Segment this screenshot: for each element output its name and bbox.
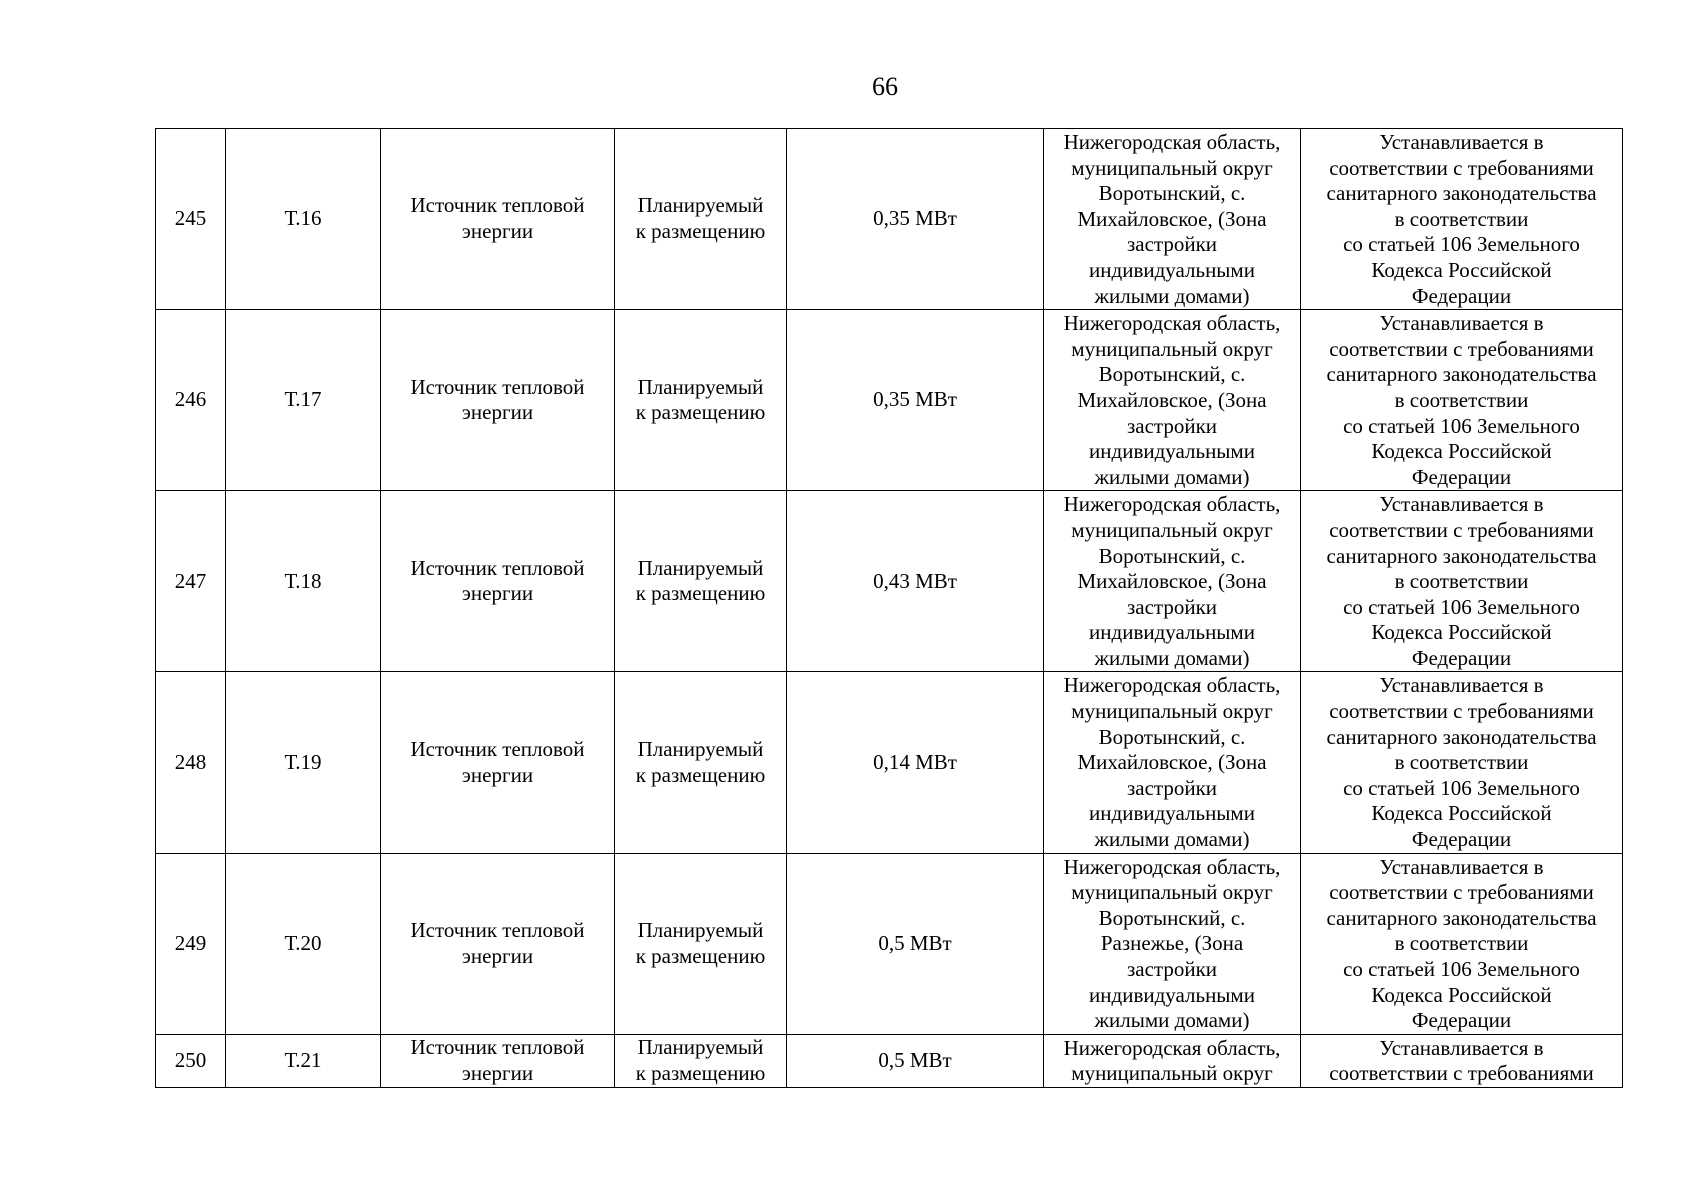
zone-cell bbox=[1301, 310, 1623, 491]
object-status-cell bbox=[615, 1034, 787, 1087]
row-number-cell bbox=[156, 129, 226, 310]
object-status-cell bbox=[615, 672, 787, 853]
object-name-cell bbox=[381, 853, 615, 1034]
table-body bbox=[156, 129, 1623, 1088]
row-number-cell-text: 247 bbox=[174, 568, 207, 593]
object-status-cell-text: Планируемый к размещению bbox=[635, 374, 766, 425]
row-number-cell-text: 249 bbox=[174, 930, 207, 955]
capacity-cell-text: 0,35 МВт bbox=[873, 387, 957, 412]
zone-cell bbox=[1301, 853, 1623, 1034]
address-cell-text: Нижегородская область, муниципальный округ Воротынский, с. Михайловское, (Зона застройки индивидуальными жилыми домами) bbox=[1063, 492, 1281, 670]
capacity-cell-text: 0,35 МВт bbox=[873, 206, 957, 231]
address-cell bbox=[1044, 310, 1301, 491]
capacity-cell bbox=[787, 129, 1044, 310]
capacity-cell-text: 0,14 МВт bbox=[873, 749, 957, 774]
object-code-cell-text: Т.20 bbox=[284, 930, 322, 955]
row-number-cell-text: 246 bbox=[174, 387, 207, 412]
table-row bbox=[156, 672, 1623, 853]
address-cell bbox=[1044, 672, 1301, 853]
object-name-cell-text: Источник тепловой энергии bbox=[410, 193, 585, 244]
object-code-cell-text: Т.17 bbox=[284, 387, 322, 412]
table-row bbox=[156, 853, 1623, 1034]
row-number-cell bbox=[156, 672, 226, 853]
row-number-cell bbox=[156, 1034, 226, 1087]
object-name-cell bbox=[381, 491, 615, 672]
capacity-cell bbox=[787, 491, 1044, 672]
address-cell bbox=[1044, 853, 1301, 1034]
object-name-cell-text: Источник тепловой энергии bbox=[410, 918, 585, 968]
address-cell-text: Нижегородская область, муниципальный округ Воротынский, с. Михайловское, (Зона застройки индивидуальными жилыми домами) bbox=[1063, 311, 1281, 489]
object-status-cell bbox=[615, 491, 787, 672]
object-name-cell bbox=[381, 1034, 615, 1087]
zone-cell bbox=[1301, 672, 1623, 853]
address-cell bbox=[1044, 491, 1301, 672]
facilities-table bbox=[155, 128, 1623, 1088]
address-cell bbox=[1044, 129, 1301, 310]
object-code-cell bbox=[226, 1034, 381, 1087]
zone-cell bbox=[1301, 491, 1623, 672]
zone-cell-text: Устанавливается в соответствии с требованиями санитарного законодательства в соответствии со статьей 106 Земельного Кодекса Российской Федерации bbox=[1326, 854, 1597, 1033]
capacity-cell bbox=[787, 853, 1044, 1034]
object-name-cell-text: Источник тепловой энергии bbox=[410, 1035, 585, 1085]
address-cell bbox=[1044, 1034, 1301, 1087]
capacity-cell bbox=[787, 310, 1044, 491]
zone-cell-text: Устанавливается в соответствии с требованиями bbox=[1329, 1035, 1594, 1086]
capacity-cell-text: 0,5 МВт bbox=[878, 1048, 952, 1073]
row-number-cell-text: 248 bbox=[174, 749, 207, 774]
zone-cell-text: Устанавливается в соответствии с требованиями санитарного законодательства в соответствии со статьей 106 Земельного Кодекса Российской Федерации bbox=[1326, 492, 1597, 670]
zone-cell bbox=[1301, 1034, 1623, 1087]
address-cell-text: Нижегородская область, муниципальный округ Воротынский, с. Михайловское, (Зона застройки индивидуальными жилыми домами) bbox=[1063, 130, 1281, 308]
object-name-cell-text: Источник тепловой энергии bbox=[410, 736, 585, 787]
table-row bbox=[156, 491, 1623, 672]
address-cell-text: Нижегородская область, муниципальный округ Воротынский, с. Разнежье, (Зона застройки индивидуальными жилыми домами) bbox=[1063, 854, 1281, 1033]
capacity-cell-text: 0,5 МВт bbox=[878, 930, 952, 955]
object-code-cell bbox=[226, 672, 381, 853]
object-name-cell-text: Источник тепловой энергии bbox=[410, 555, 585, 606]
address-cell-text: Нижегородская область, муниципальный округ Воротынский, с. Михайловское, (Зона застройки индивидуальными жилыми домами) bbox=[1063, 673, 1281, 852]
table-row bbox=[156, 310, 1623, 491]
row-number-cell bbox=[156, 310, 226, 491]
object-name-cell-text: Источник тепловой энергии bbox=[410, 374, 585, 425]
capacity-cell bbox=[787, 1034, 1044, 1087]
object-status-cell-text: Планируемый к размещению bbox=[635, 736, 766, 787]
page-number: 66 bbox=[872, 72, 898, 101]
table-row bbox=[156, 129, 1623, 310]
object-status-cell bbox=[615, 129, 787, 310]
object-status-cell-text: Планируемый к размещению bbox=[635, 918, 766, 968]
row-number-cell bbox=[156, 853, 226, 1034]
object-name-cell bbox=[381, 310, 615, 491]
object-code-cell bbox=[226, 310, 381, 491]
object-code-cell-text: Т.21 bbox=[284, 1048, 322, 1073]
object-code-cell-text: Т.16 bbox=[284, 206, 322, 231]
row-number-cell bbox=[156, 491, 226, 672]
object-name-cell bbox=[381, 672, 615, 853]
object-code-cell bbox=[226, 853, 381, 1034]
object-status-cell-text: Планируемый к размещению bbox=[635, 1035, 766, 1085]
zone-cell-text: Устанавливается в соответствии с требованиями санитарного законодательства в соответствии со статьей 106 Земельного Кодекса Российской Федерации bbox=[1326, 130, 1597, 308]
object-code-cell-text: Т.18 bbox=[284, 568, 322, 593]
capacity-cell-text: 0,43 МВт bbox=[873, 568, 957, 593]
zone-cell-text: Устанавливается в соответствии с требованиями санитарного законодательства в соответствии со статьей 106 Земельного Кодекса Российской Федерации bbox=[1326, 311, 1597, 489]
row-number-cell-text: 245 bbox=[174, 206, 207, 231]
object-code-cell bbox=[226, 129, 381, 310]
object-status-cell-text: Планируемый к размещению bbox=[635, 555, 766, 606]
table-row bbox=[156, 1034, 1623, 1087]
object-code-cell-text: Т.19 bbox=[284, 749, 322, 774]
address-cell-text: Нижегородская область, муниципальный округ bbox=[1063, 1035, 1281, 1086]
object-status-cell bbox=[615, 853, 787, 1034]
object-code-cell bbox=[226, 491, 381, 672]
capacity-cell bbox=[787, 672, 1044, 853]
object-status-cell-text: Планируемый к размещению bbox=[635, 193, 766, 244]
object-status-cell bbox=[615, 310, 787, 491]
object-name-cell bbox=[381, 129, 615, 310]
row-number-cell-text: 250 bbox=[174, 1048, 207, 1073]
zone-cell-text: Устанавливается в соответствии с требованиями санитарного законодательства в соответствии со статьей 106 Земельного Кодекса Российской Федерации bbox=[1326, 673, 1597, 852]
zone-cell bbox=[1301, 129, 1623, 310]
